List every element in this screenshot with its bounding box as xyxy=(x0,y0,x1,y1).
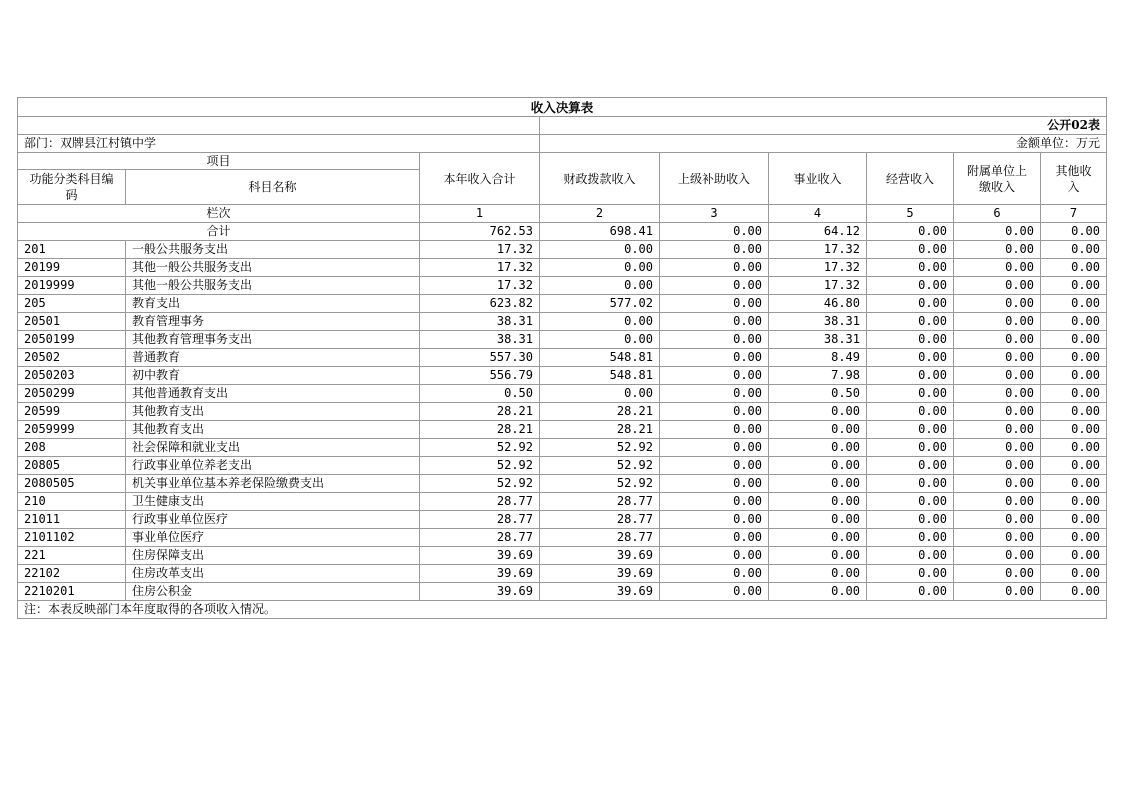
row-value: 0.00 xyxy=(954,367,1041,385)
header-col-1: 本年收入合计 xyxy=(420,153,540,205)
row-code: 20199 xyxy=(18,259,126,277)
row-value: 39.69 xyxy=(540,547,660,565)
table-row xyxy=(18,241,1107,259)
total-value: 0.00 xyxy=(954,223,1041,241)
row-value: 0.00 xyxy=(540,385,660,403)
row-value: 28.21 xyxy=(420,403,540,421)
row-value: 28.21 xyxy=(420,421,540,439)
row-value: 39.69 xyxy=(420,547,540,565)
row-value: 0.00 xyxy=(1041,547,1107,565)
table-row xyxy=(18,493,1107,511)
table-row xyxy=(18,313,1107,331)
row-code: 2210201 xyxy=(18,583,126,601)
row-value: 0.00 xyxy=(660,331,769,349)
total-row xyxy=(18,223,1107,241)
income-statement-sheet xyxy=(17,97,1106,619)
table-row xyxy=(18,385,1107,403)
header-col-2: 财政拨款收入 xyxy=(540,153,660,205)
row-value: 52.92 xyxy=(540,457,660,475)
row-value: 52.92 xyxy=(540,475,660,493)
row-code: 205 xyxy=(18,295,126,313)
row-value: 0.00 xyxy=(954,529,1041,547)
row-value: 0.00 xyxy=(1041,475,1107,493)
row-value: 0.00 xyxy=(660,421,769,439)
row-value: 0.00 xyxy=(1041,457,1107,475)
row-value: 0.00 xyxy=(769,421,867,439)
header-col-4: 事业收入 xyxy=(769,153,867,205)
row-name: 教育支出 xyxy=(126,295,420,313)
row-value: 28.21 xyxy=(540,403,660,421)
row-value: 0.00 xyxy=(867,331,954,349)
row-value: 0.00 xyxy=(1041,511,1107,529)
row-value: 0.00 xyxy=(954,421,1041,439)
row-value: 38.31 xyxy=(769,313,867,331)
row-name: 其他一般公共服务支出 xyxy=(126,277,420,295)
row-value: 0.00 xyxy=(1041,295,1107,313)
row-value: 0.00 xyxy=(867,277,954,295)
row-value: 0.00 xyxy=(540,241,660,259)
row-code: 2080505 xyxy=(18,475,126,493)
total-value: 0.00 xyxy=(867,223,954,241)
row-code: 20805 xyxy=(18,457,126,475)
row-value: 38.31 xyxy=(769,331,867,349)
row-value: 17.32 xyxy=(769,241,867,259)
table-row xyxy=(18,583,1107,601)
table-code: 公开02表 xyxy=(540,117,1107,135)
row-value: 0.00 xyxy=(867,457,954,475)
row-code: 210 xyxy=(18,493,126,511)
row-value: 0.00 xyxy=(1041,259,1107,277)
row-value: 0.00 xyxy=(660,295,769,313)
table-row xyxy=(18,565,1107,583)
row-value: 0.00 xyxy=(867,421,954,439)
row-value: 0.00 xyxy=(867,295,954,313)
row-name: 其他教育支出 xyxy=(126,421,420,439)
row-code: 22102 xyxy=(18,565,126,583)
row-value: 0.00 xyxy=(954,583,1041,601)
row-value: 0.00 xyxy=(660,547,769,565)
row-value: 0.00 xyxy=(660,565,769,583)
row-value: 0.00 xyxy=(540,259,660,277)
row-value: 0.00 xyxy=(1041,529,1107,547)
row-value: 0.00 xyxy=(769,529,867,547)
row-value: 38.31 xyxy=(420,331,540,349)
row-value: 0.00 xyxy=(867,385,954,403)
row-value: 0.00 xyxy=(660,349,769,367)
row-value: 8.49 xyxy=(769,349,867,367)
row-value: 0.00 xyxy=(1041,493,1107,511)
row-name: 行政事业单位养老支出 xyxy=(126,457,420,475)
row-value: 7.98 xyxy=(769,367,867,385)
col-number-6: 6 xyxy=(954,205,1041,223)
table-title: 收入决算表 xyxy=(18,98,1107,117)
table-row xyxy=(18,277,1107,295)
row-value: 0.00 xyxy=(1041,367,1107,385)
table-row xyxy=(18,421,1107,439)
row-value: 0.00 xyxy=(660,259,769,277)
row-value: 28.77 xyxy=(540,529,660,547)
row-value: 0.00 xyxy=(769,457,867,475)
row-value: 0.00 xyxy=(954,349,1041,367)
row-value: 0.00 xyxy=(867,583,954,601)
row-value: 0.00 xyxy=(769,583,867,601)
row-value: 0.00 xyxy=(954,277,1041,295)
row-value: 0.00 xyxy=(867,511,954,529)
col-number-7: 7 xyxy=(1041,205,1107,223)
row-value: 39.69 xyxy=(420,565,540,583)
row-value: 17.32 xyxy=(420,241,540,259)
table-row xyxy=(18,529,1107,547)
row-value: 577.02 xyxy=(540,295,660,313)
row-value: 0.00 xyxy=(867,241,954,259)
row-name: 卫生健康支出 xyxy=(126,493,420,511)
row-value: 0.00 xyxy=(867,547,954,565)
row-code: 21011 xyxy=(18,511,126,529)
row-value: 0.00 xyxy=(540,277,660,295)
row-value: 28.77 xyxy=(420,493,540,511)
row-value: 0.00 xyxy=(1041,349,1107,367)
row-value: 0.00 xyxy=(1041,385,1107,403)
row-value: 0.00 xyxy=(867,565,954,583)
row-value: 0.00 xyxy=(1041,331,1107,349)
row-value: 52.92 xyxy=(420,457,540,475)
row-value: 0.00 xyxy=(954,547,1041,565)
row-value: 0.00 xyxy=(1041,439,1107,457)
row-name: 住房公积金 xyxy=(126,583,420,601)
row-code: 20501 xyxy=(18,313,126,331)
row-value: 0.00 xyxy=(954,493,1041,511)
header-col-5: 经营收入 xyxy=(867,153,954,205)
unit-label: 金额单位：万元 xyxy=(540,135,1107,153)
row-name: 住房改革支出 xyxy=(126,565,420,583)
row-name: 普通教育 xyxy=(126,349,420,367)
row-value: 0.00 xyxy=(867,349,954,367)
row-value: 0.00 xyxy=(954,385,1041,403)
table-row xyxy=(18,547,1107,565)
total-label: 合计 xyxy=(18,223,420,241)
row-code: 2059999 xyxy=(18,421,126,439)
row-value: 28.77 xyxy=(540,493,660,511)
row-name: 住房保障支出 xyxy=(126,547,420,565)
row-value: 0.00 xyxy=(660,385,769,403)
row-value: 0.00 xyxy=(867,403,954,421)
col-label: 栏次 xyxy=(18,205,420,223)
table-row xyxy=(18,475,1107,493)
total-value: 0.00 xyxy=(1041,223,1107,241)
row-value: 52.92 xyxy=(420,439,540,457)
row-value: 17.32 xyxy=(769,277,867,295)
row-value: 46.80 xyxy=(769,295,867,313)
row-value: 0.50 xyxy=(769,385,867,403)
row-value: 0.00 xyxy=(769,565,867,583)
col-number-1: 1 xyxy=(420,205,540,223)
row-value: 0.00 xyxy=(660,529,769,547)
row-value: 548.81 xyxy=(540,349,660,367)
row-value: 548.81 xyxy=(540,367,660,385)
row-value: 0.00 xyxy=(954,331,1041,349)
row-name: 行政事业单位医疗 xyxy=(126,511,420,529)
row-value: 0.00 xyxy=(867,439,954,457)
row-value: 0.00 xyxy=(867,313,954,331)
row-value: 0.00 xyxy=(769,547,867,565)
row-value: 0.00 xyxy=(540,331,660,349)
row-name: 初中教育 xyxy=(126,367,420,385)
row-value: 0.00 xyxy=(867,367,954,385)
row-value: 0.00 xyxy=(660,403,769,421)
row-name: 一般公共服务支出 xyxy=(126,241,420,259)
row-name: 机关事业单位基本养老保险缴费支出 xyxy=(126,475,420,493)
table-row xyxy=(18,259,1107,277)
row-value: 0.00 xyxy=(769,403,867,421)
row-value: 0.00 xyxy=(1041,583,1107,601)
table-row xyxy=(18,349,1107,367)
row-value: 0.00 xyxy=(660,277,769,295)
table-row xyxy=(18,331,1107,349)
row-value: 28.77 xyxy=(420,511,540,529)
row-value: 0.00 xyxy=(954,511,1041,529)
row-value: 0.00 xyxy=(660,583,769,601)
row-value: 0.00 xyxy=(954,259,1041,277)
row-name: 其他教育支出 xyxy=(126,403,420,421)
row-value: 0.00 xyxy=(660,475,769,493)
row-value: 0.00 xyxy=(954,295,1041,313)
row-value: 0.00 xyxy=(867,475,954,493)
table-note: 注：本表反映部门本年度取得的各项收入情况。 xyxy=(18,601,1107,619)
row-value: 17.32 xyxy=(769,259,867,277)
row-value: 0.00 xyxy=(769,439,867,457)
row-value: 17.32 xyxy=(420,259,540,277)
col-number-4: 4 xyxy=(769,205,867,223)
row-value: 0.00 xyxy=(1041,421,1107,439)
row-value: 39.69 xyxy=(420,583,540,601)
row-value: 623.82 xyxy=(420,295,540,313)
row-value: 0.00 xyxy=(954,403,1041,421)
table-row xyxy=(18,367,1107,385)
row-value: 557.30 xyxy=(420,349,540,367)
row-value: 0.00 xyxy=(1041,565,1107,583)
row-value: 52.92 xyxy=(540,439,660,457)
table-row xyxy=(18,295,1107,313)
row-value: 39.69 xyxy=(540,583,660,601)
total-value: 0.00 xyxy=(660,223,769,241)
income-table xyxy=(17,97,1107,619)
row-value: 0.00 xyxy=(660,493,769,511)
row-value: 38.31 xyxy=(420,313,540,331)
col-number-3: 3 xyxy=(660,205,769,223)
row-value: 0.00 xyxy=(660,367,769,385)
row-code: 2050203 xyxy=(18,367,126,385)
department-label: 部门：双牌县江村镇中学 xyxy=(18,135,540,153)
row-value: 0.00 xyxy=(954,457,1041,475)
row-value: 0.00 xyxy=(1041,313,1107,331)
row-value: 0.00 xyxy=(954,241,1041,259)
row-value: 0.00 xyxy=(769,511,867,529)
row-value: 0.00 xyxy=(660,313,769,331)
total-value: 64.12 xyxy=(769,223,867,241)
row-name: 教育管理事务 xyxy=(126,313,420,331)
col-number-5: 5 xyxy=(867,205,954,223)
header-col-6: 附属单位上缴收入 xyxy=(954,153,1041,205)
col-number-2: 2 xyxy=(540,205,660,223)
row-value: 0.00 xyxy=(867,493,954,511)
row-value: 0.00 xyxy=(867,259,954,277)
row-value: 0.00 xyxy=(1041,241,1107,259)
row-code: 20502 xyxy=(18,349,126,367)
row-code: 221 xyxy=(18,547,126,565)
row-value: 0.00 xyxy=(1041,277,1107,295)
row-value: 0.00 xyxy=(769,475,867,493)
row-value: 0.00 xyxy=(660,241,769,259)
header-name: 科目名称 xyxy=(126,170,420,205)
row-value: 0.00 xyxy=(954,439,1041,457)
row-name: 其他普通教育支出 xyxy=(126,385,420,403)
row-value: 39.69 xyxy=(540,565,660,583)
total-value: 762.53 xyxy=(420,223,540,241)
row-value: 0.00 xyxy=(1041,403,1107,421)
row-value: 17.32 xyxy=(420,277,540,295)
row-value: 28.21 xyxy=(540,421,660,439)
table-row xyxy=(18,457,1107,475)
table-row xyxy=(18,403,1107,421)
row-value: 0.00 xyxy=(867,529,954,547)
row-value: 0.00 xyxy=(954,475,1041,493)
row-name: 其他一般公共服务支出 xyxy=(126,259,420,277)
table-row xyxy=(18,439,1107,457)
table-row xyxy=(18,511,1107,529)
row-code: 2101102 xyxy=(18,529,126,547)
row-value: 28.77 xyxy=(420,529,540,547)
row-code: 2050199 xyxy=(18,331,126,349)
header-code: 功能分类科目编码 xyxy=(18,170,126,205)
header-col-7: 其他收入 xyxy=(1041,153,1107,205)
row-code: 201 xyxy=(18,241,126,259)
row-value: 28.77 xyxy=(540,511,660,529)
row-value: 0.00 xyxy=(660,511,769,529)
row-value: 0.50 xyxy=(420,385,540,403)
row-code: 2050299 xyxy=(18,385,126,403)
row-value: 556.79 xyxy=(420,367,540,385)
row-value: 0.00 xyxy=(954,313,1041,331)
header-col-3: 上级补助收入 xyxy=(660,153,769,205)
row-name: 其他教育管理事务支出 xyxy=(126,331,420,349)
row-code: 208 xyxy=(18,439,126,457)
row-value: 0.00 xyxy=(954,565,1041,583)
total-value: 698.41 xyxy=(540,223,660,241)
row-value: 0.00 xyxy=(660,439,769,457)
row-name: 事业单位医疗 xyxy=(126,529,420,547)
header-item: 项目 xyxy=(18,153,420,170)
row-value: 0.00 xyxy=(540,313,660,331)
row-code: 2019999 xyxy=(18,277,126,295)
row-name: 社会保障和就业支出 xyxy=(126,439,420,457)
row-value: 0.00 xyxy=(660,457,769,475)
row-code: 20599 xyxy=(18,403,126,421)
row-value: 0.00 xyxy=(769,493,867,511)
row-value: 52.92 xyxy=(420,475,540,493)
